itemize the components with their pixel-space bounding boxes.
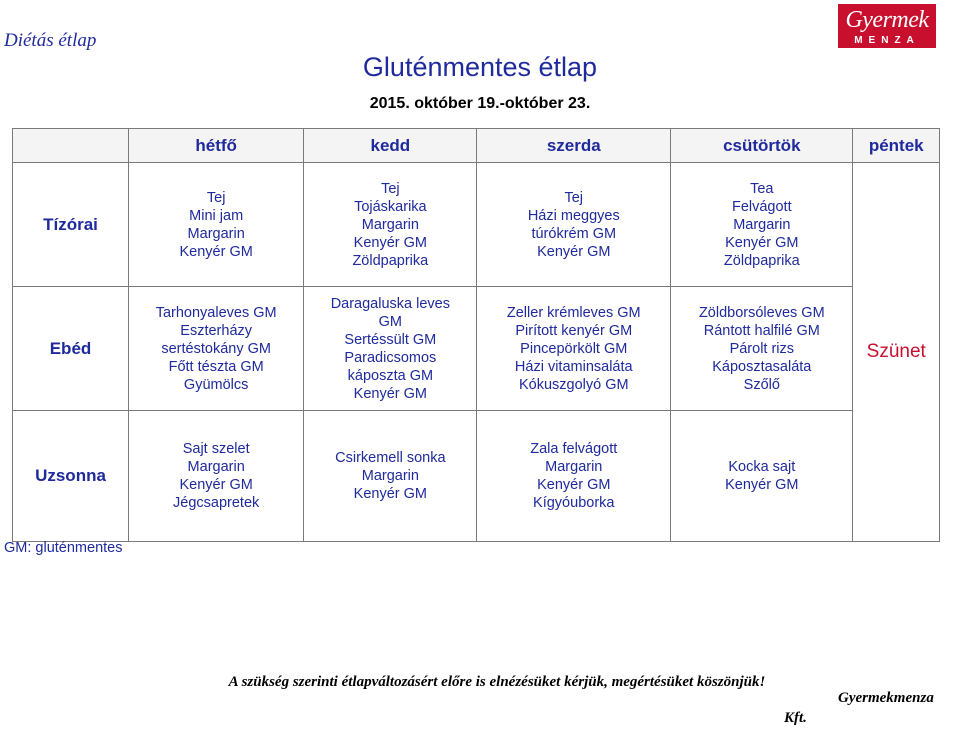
- menu-item: Tarhonyaleves GM: [155, 304, 277, 321]
- menu-item: Zala felvágott: [530, 441, 618, 457]
- menu-item: Tea: [750, 180, 774, 197]
- menu-item: Főtt tészta GM: [168, 358, 264, 375]
- menu-cell: [129, 411, 304, 542]
- weekly-menu-table: [12, 128, 940, 542]
- menu-item: Szőlő: [743, 376, 780, 393]
- menu-item: Mini jam: [189, 207, 244, 224]
- menu-item: Pincepörkölt GM: [520, 340, 628, 357]
- menu-item: Kenyér GM: [537, 243, 611, 260]
- menu-item: Párolt rizs: [729, 340, 795, 357]
- menu-item: Margarin: [361, 468, 419, 484]
- menu-item: Házi meggyes: [527, 207, 620, 224]
- menu-item: GM: [378, 313, 403, 330]
- day-thursday: csütörtök: [671, 129, 853, 163]
- day-wednesday: szerda: [477, 129, 671, 163]
- friday-closed-cell: Szünet: [853, 163, 940, 542]
- menu-item: Kocka sajt: [728, 459, 796, 475]
- menu-cell: [304, 411, 477, 542]
- gm-legend: GM: gluténmentes: [4, 540, 123, 556]
- menu-item: Kenyér GM: [353, 486, 428, 502]
- menu-item: Csirkemell sonka: [335, 450, 446, 466]
- menu-item: Kenyér GM: [353, 385, 428, 402]
- logo-line2: MENZA: [854, 35, 920, 46]
- menu-item: Zöldborsóleves GM: [698, 304, 825, 321]
- menu-item: Pirított kenyér GM: [515, 322, 633, 339]
- day-tuesday: kedd: [304, 129, 477, 163]
- gyermek-menza-logo: [838, 4, 936, 48]
- menu-cell: [129, 163, 304, 287]
- menu-item: Tej: [564, 189, 584, 206]
- meal-label: Ebéd: [13, 287, 129, 411]
- menu-item: Házi vitaminsaláta: [514, 358, 633, 375]
- menu-item: Zeller krémleves GM: [506, 304, 641, 321]
- meal-row-ebed: [13, 287, 940, 411]
- menu-item: Tojáskarika: [354, 198, 427, 215]
- meal-label: Tízórai: [13, 163, 129, 287]
- menu-cell: [129, 287, 304, 411]
- day-friday: péntek: [853, 129, 940, 163]
- menu-item: Kenyér GM: [537, 477, 611, 493]
- menu-item: Sajt szelet: [182, 441, 250, 457]
- menu-cell: [671, 287, 853, 411]
- menu-item: Zöldpaprika: [723, 252, 800, 269]
- footer-company: Gyermekmenza: [838, 690, 934, 706]
- diet-menu-label: Diétás étlap: [4, 30, 97, 51]
- menu-item: Kenyér GM: [179, 477, 253, 493]
- menu-item: Gyümölcs: [183, 376, 249, 393]
- meal-label: Uzsonna: [13, 411, 129, 542]
- menu-item: Kenyér GM: [353, 234, 428, 251]
- menu-item: Felvágott: [731, 198, 792, 215]
- logo-line1: Gyermek: [845, 7, 929, 33]
- menu-cell: [304, 287, 477, 411]
- date-range: 2015. október 19.-október 23.: [369, 95, 591, 112]
- menu-item: Margarin: [545, 459, 603, 475]
- footer-apology-note: A szükség szerinti étlapváltozásért előre is elnézésüket kérjük, megértésüket köszönjük!: [228, 674, 766, 690]
- menu-item: sertéstokány GM: [161, 340, 271, 357]
- meal-row-tizorai: [13, 163, 940, 287]
- menu-item: Paradicsomos: [344, 349, 437, 366]
- menu-item: Kígyóuborka: [533, 495, 615, 511]
- footer-kft: Kft.: [784, 710, 807, 726]
- menu-item: túrókrém GM: [531, 225, 617, 242]
- menu-item: Zöldpaprika: [352, 252, 429, 269]
- menu-item: Kókuszgolyó GM: [518, 376, 629, 393]
- page-title: Gluténmentes étlap: [362, 52, 598, 82]
- menu-cell: [477, 287, 671, 411]
- menu-item: Margarin: [187, 225, 245, 242]
- menu-item: Margarin: [733, 216, 791, 233]
- menu-cell: [671, 163, 853, 287]
- menu-item: Eszterházy: [180, 322, 253, 339]
- corner-cell: [13, 129, 129, 163]
- menu-item: Kenyér GM: [179, 243, 253, 260]
- menu-item: Margarin: [187, 459, 245, 475]
- menu-item: Jégcsapretek: [173, 495, 260, 511]
- menu-item: Margarin: [361, 216, 419, 233]
- menu-cell: [477, 411, 671, 542]
- day-header-row: [13, 129, 940, 163]
- menu-item: Sertéssült GM: [344, 331, 437, 348]
- day-monday: hétfő: [129, 129, 304, 163]
- menu-item: Rántott halfilé GM: [703, 322, 820, 339]
- menu-item: Daragaluska leves: [330, 295, 450, 312]
- menu-cell: [477, 163, 671, 287]
- menu-item: Kenyér GM: [725, 234, 799, 251]
- menu-cell: [304, 163, 477, 287]
- menu-cell: [671, 411, 853, 542]
- menu-item: káposzta GM: [347, 367, 434, 384]
- menu-item: Tej: [206, 189, 226, 206]
- meal-row-uzsonna: [13, 411, 940, 542]
- menu-item: Kenyér GM: [725, 477, 799, 493]
- menu-item: Tej: [381, 180, 400, 197]
- menu-item: Káposztasaláta: [712, 358, 812, 375]
